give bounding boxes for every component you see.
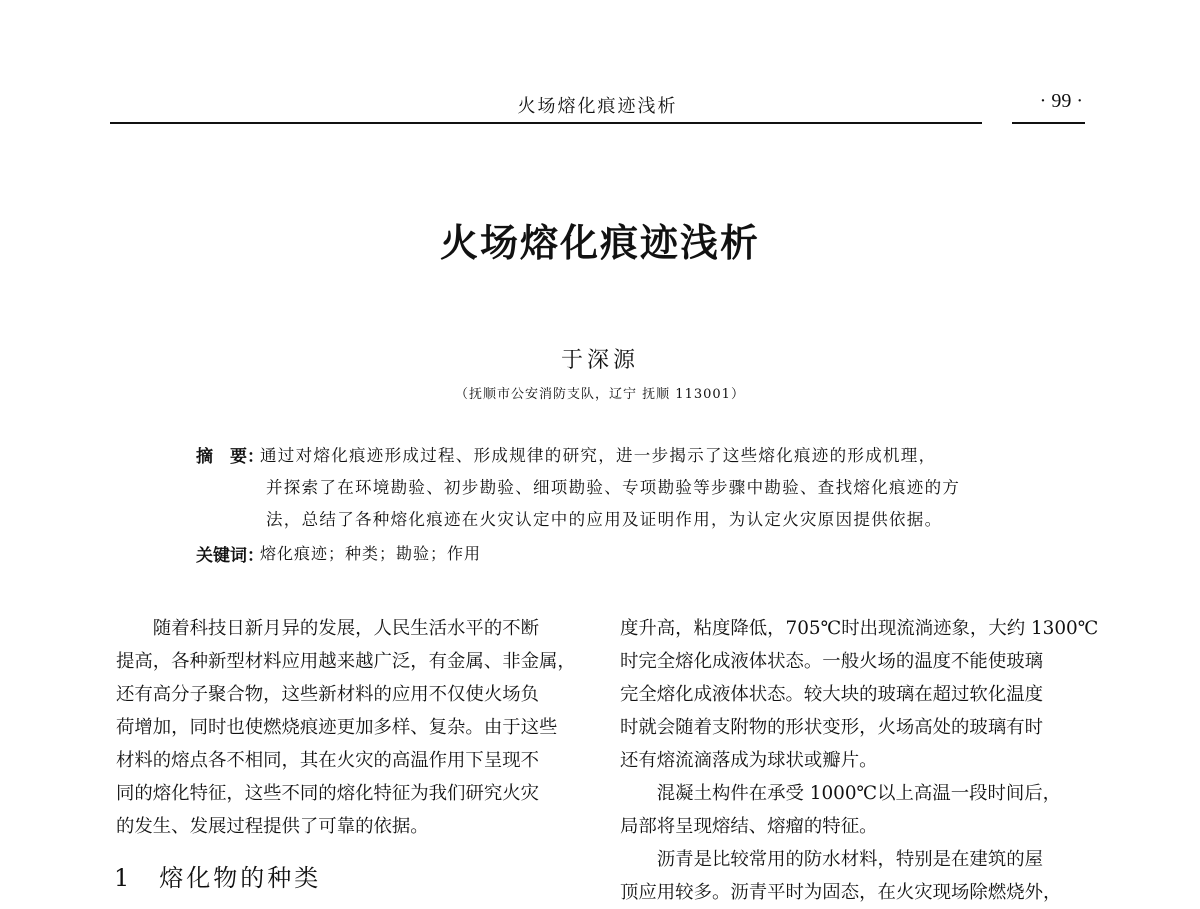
body-line: 随着科技日新月异的发展，人民生活水平的不断 <box>116 618 539 639</box>
body-line: 时就会随着支附物的形状变形，火场高处的玻璃有时 <box>620 717 1043 738</box>
body-line: 沥青是比较常用的防水材料，特别是在建筑的屋 <box>620 849 1043 870</box>
article-title: 火场熔化痕迹浅析 <box>439 221 760 265</box>
author-affiliation: （抚顺市公安消防支队，辽宁 抚顺 113001） <box>455 387 745 402</box>
running-head-title: 火场熔化痕迹浅析 <box>517 96 678 117</box>
body-line: 荷增加，同时也使燃烧痕迹更加多样、复杂。由于这些 <box>116 717 558 738</box>
body-column-left <box>116 612 584 843</box>
section-heading: 1 熔化物的种类 <box>114 864 322 892</box>
keywords: 熔化痕迹；种类；勘验；作用 <box>260 544 482 563</box>
body-line: 时完全熔化成液体状态。一般火场的温度不能使玻璃 <box>620 651 1043 672</box>
body-line: 完全熔化成液体状态。较大块的玻璃在超过软化温度 <box>620 684 1043 705</box>
page-number: · 99 · <box>1039 90 1083 112</box>
header-rule <box>110 122 982 124</box>
body-line: 材料的熔点各不相同，其在火灾的高温作用下呈现不 <box>116 750 539 771</box>
body-line: 提高，各种新型材料应用越来越广泛，有金属、非金属， <box>116 651 576 672</box>
abstract-line: 通过对熔化痕迹形成过程、形成规律的研究，进一步揭示了这些熔化痕迹的形成机理， <box>260 446 937 465</box>
header-rule-short <box>1012 122 1085 124</box>
body-line: 还有熔流滴落成为球状或瓣片。 <box>620 750 878 771</box>
abstract-line: 并探索了在环境勘验、初步勘验、细项勘验、专项勘验等步骤中勘验、查找熔化痕迹的方 <box>266 478 961 497</box>
body-line: 的发生、发展过程提供了可靠的依据。 <box>116 816 429 837</box>
body-line: 还有高分子聚合物，这些新材料的应用不仅使火场负 <box>116 684 539 705</box>
body-line: 顶应用较多。沥青平时为固态，在火灾现场除燃烧外， <box>620 882 1062 903</box>
running-head <box>110 88 1085 124</box>
abstract-label: 摘 要： <box>196 447 264 467</box>
author-name: 于深源 <box>560 348 639 373</box>
body-column-right <box>620 612 1099 909</box>
body-line: 度升高，粘度降低，705℃时出现流淌迹象，大约 1300℃ <box>620 618 1099 639</box>
body-line: 同的熔化特征，这些不同的熔化特征为我们研究火灾 <box>116 783 539 804</box>
body-line: 混凝土构件在承受 1000℃以上高温一段时间后， <box>620 783 1062 804</box>
abstract-line: 法，总结了各种熔化痕迹在火灾认定中的应用及证明作用，为认定火灾原因提供依据。 <box>266 510 943 529</box>
body-line: 局部将呈现熔结、熔瘤的特征。 <box>620 816 878 837</box>
keywords-label: 关键词： <box>196 546 264 566</box>
